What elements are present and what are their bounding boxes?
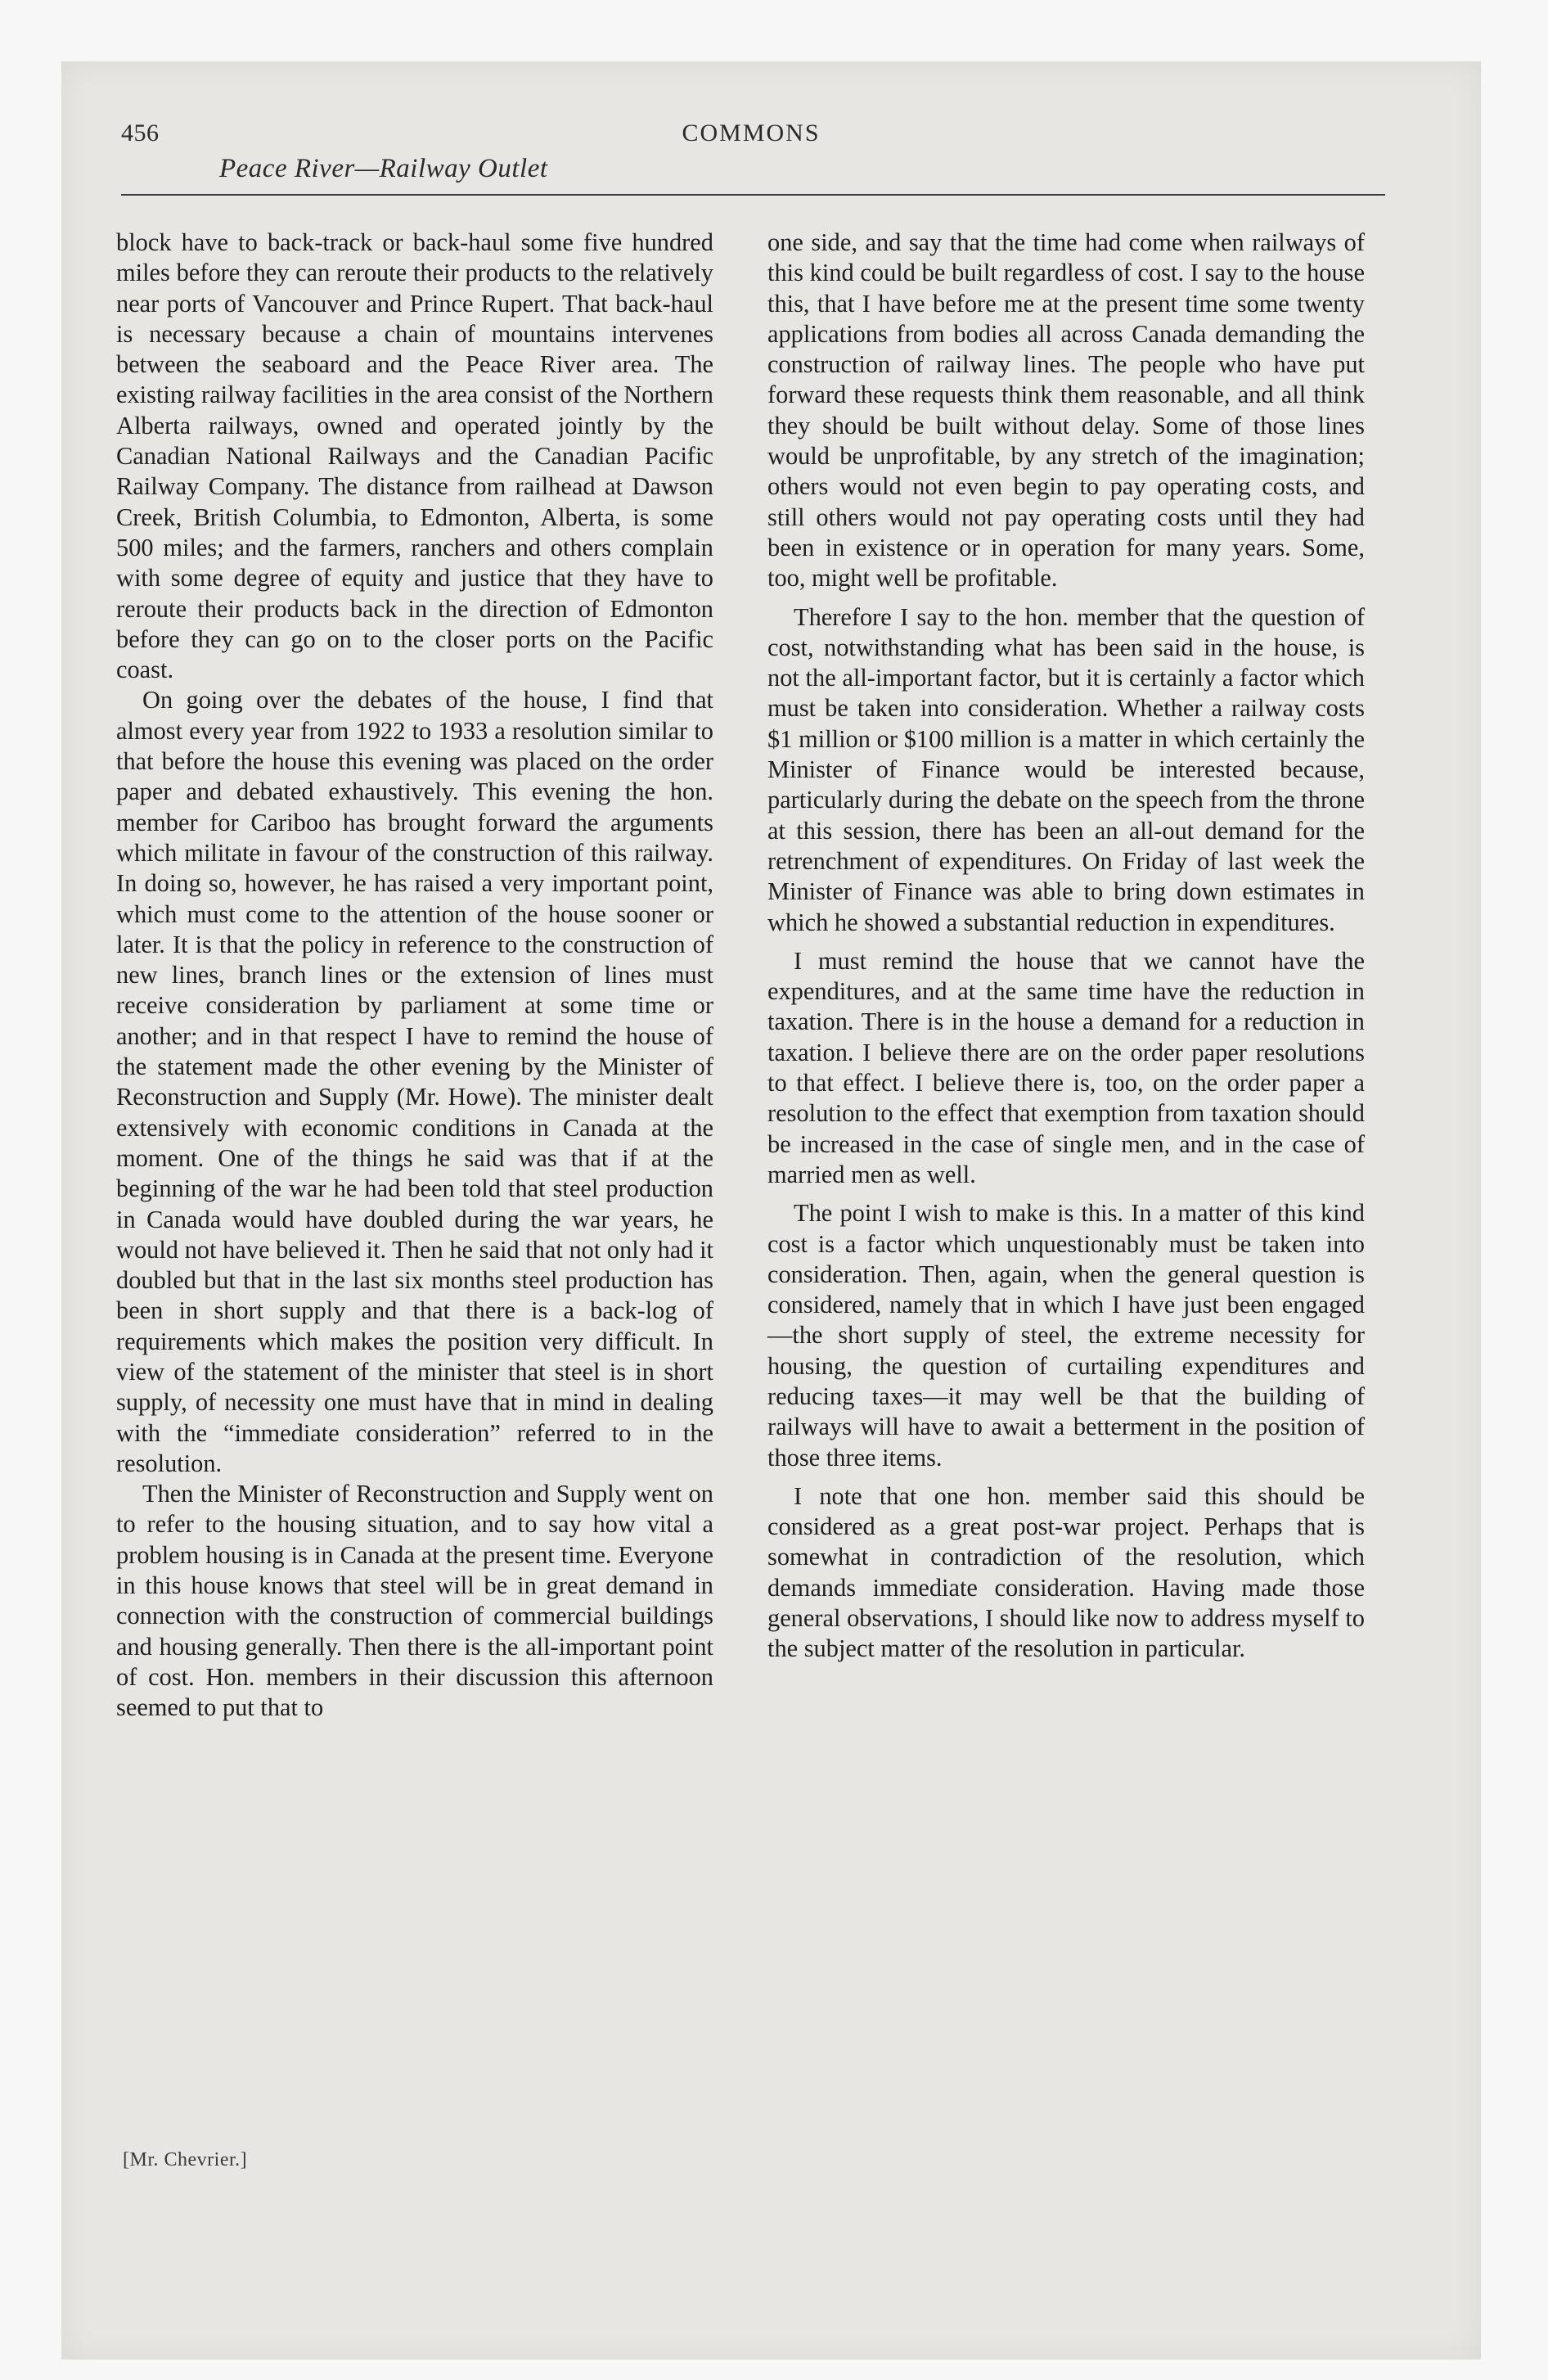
page-number: 456 xyxy=(121,119,160,146)
header-rule xyxy=(121,194,1385,196)
speaker-attribution: [Mr. Chevrier.] xyxy=(123,2149,248,2170)
running-title: COMMONS xyxy=(682,119,821,146)
paragraph: I must remind the house that we cannot have the expenditures, and at the same time have the reduction in taxation. There is in the house a demand for a reduction in taxation. I believe there are on the order paper resolutions to that effect. I believe there is, too, on the order paper a resolution to the effect that exemption from taxation should be increased in the case of single men, and in the case of married men as well. xyxy=(767,946,1365,1188)
paragraph: Then the Minister of Reconstruction and Supply went on to refer to the housing situation, and to say how vital a problem housing is in Canada at the present time. Everyone in this house knows that steel will be in great demand in connection with the construction of commercial buildings and housing generally. Then there is the all-important point of cost. Hon. members in their discussion this afternoon seemed to put that to xyxy=(116,1480,713,1722)
paragraph: On going over the debates of the house, I find that almost every year from 1922 to 1933 a resolution similar to that before the house this evening was placed on the order paper and debated exhaustively. This evening the hon. member for Cariboo has brought forward the arguments which militate in favour of the construction of this railway. In doing so, however, he has raised a very important point, which must come to the attention of the house sooner or later. It is that the policy in reference to the construction of new lines, branch lines or the extension of lines must receive consideration by parliament at some time or another; and in that respect I have to remind the house of the statement made the other evening by the Minister of Reconstruction and Supply (Mr. Howe). The minister dealt extensively with economic conditions in Canada at the moment. One of the things he said was that if at the beginning of the war he had been told that steel production in Canada would have doubled during the war years, he would not have believed it. Then he said that not only had it doubled but that in the last six months steel production has been in short supply and that there is a back-log of requirements which makes the position very difficult. In view of the statement of the minister that steel is in short supply, of necessity one must have that in mind in dealing with the “immediate consideration” referred to in the resolution. xyxy=(116,686,713,1477)
page-header xyxy=(121,115,1381,196)
paragraph: Therefore I say to the hon. member that the question of cost, notwithstanding what has been said in the house, is not the all-important factor, but it is certainly a factor which must be taken into consideration. Whether a railway costs $1 million or $100 million is a matter in which certainly the Minister of Finance would be interested because, particularly during the debate on the speech from the throne at this session, there has been an all-out demand for the retrenchment of expenditures. On Friday of last week the Minister of Finance was able to bring down estimates in which he showed a substantial reduction in expenditures. xyxy=(767,602,1365,936)
paragraph: I note that one hon. member said this should be considered as a great post-war project. Perhaps that is somewhat in contradiction of the resolution, which demands immediate consideration. Having made those general observations, I should like now to address myself to the subject matter of the resolution in particular. xyxy=(767,1481,1365,1663)
section-title: Peace River—Railway Outlet xyxy=(219,154,548,183)
paragraph: The point I wish to make is this. In a matter of this kind cost is a factor which unquestionably must be taken into consideration. Then, again, when the general question is considered, namely that in which I have just been engaged—the short supply of steel, the extreme necessity for housing, the question of curtailing expenditures and reducing taxes—it may well be that the building of railways will have to await a betterment in the position of those three items. xyxy=(767,1199,1365,1472)
left-column xyxy=(116,228,713,1724)
paragraph: one side, and say that the time had come when railways of this kind could be built regardless of cost. I say to the house this, that I have before me at the present time some twenty applications from bodies all across Canada demanding the construction of railway lines. The people who have put forward these requests think them reasonable, and all think they should be built without delay. Some of those lines would be unprofitable, by any stretch of the imagination; others would not even begin to pay operating costs, and still others would not pay operating costs until they had been in existence or in operation for many years. Some, too, might well be profitable. xyxy=(767,228,1365,593)
paragraph: block have to back-track or back-haul some five hundred miles before they can reroute their products to the relatively near ports of Vancouver and Prince Rupert. That back-haul is necessary because a chain of mountains intervenes between the seaboard and the Peace River area. The existing railway facilities in the area consist of the Northern Alberta railways, owned and operated jointly by the Canadian National Railways and the Canadian Pacific Railway Company. The distance from railhead at Dawson Creek, British Columbia, to Edmonton, Alberta, is some 500 miles; and the farmers, ranchers and others complain with some degree of equity and justice that they have to reroute their products back in the direction of Edmonton before they can go on to the closer ports on the Pacific coast. xyxy=(116,228,713,684)
right-column xyxy=(767,228,1365,1665)
